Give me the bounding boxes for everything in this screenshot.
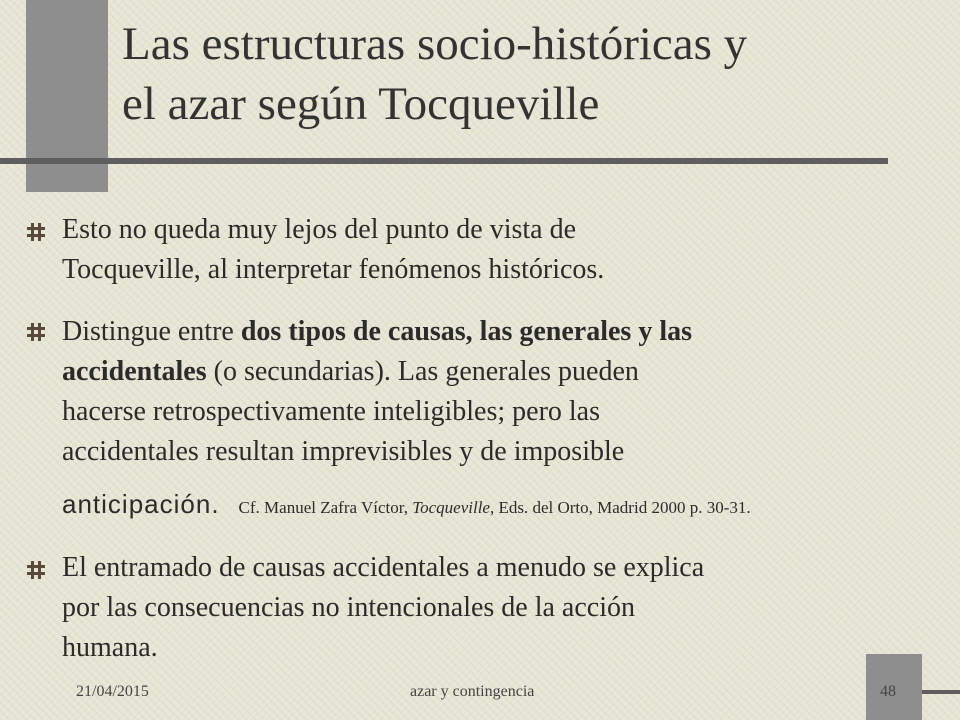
bullet-2-anticipacion: anticipación. — [62, 489, 220, 519]
bullet-2-line-1-bold: dos tipos de causas, las generales y las — [240, 316, 692, 347]
citation-italic: Tocqueville — [412, 498, 490, 517]
citation-post: , Eds. del Orto, Madrid 2000 p. 30-31. — [489, 498, 751, 517]
footer-center-text: azar y contingencia — [410, 683, 535, 700]
bullet-text-1 — [62, 210, 932, 290]
page-number: 48 — [880, 683, 896, 700]
bullet-3-line-3: humana. — [62, 632, 158, 663]
title-line-1: Las estructuras socio-históricas y — [122, 18, 748, 70]
citation-pre: Cf. Manuel Zafra Víctor, — [238, 498, 413, 517]
hash-bullet-icon — [26, 560, 46, 580]
slide-title — [122, 14, 922, 134]
bullet-1-line-1: Esto no queda muy lejos del punto de vista de — [62, 214, 577, 245]
bullet-2-line-2-bold: accidentales — [62, 356, 207, 387]
footer-date: 21/04/2015 — [76, 683, 149, 700]
title-line-2: el azar según Tocqueville — [122, 78, 600, 130]
bullet-2-line-3: hacerse retrospectivamente inteligibles; pero las — [62, 396, 601, 427]
bullet-2-line-2-normal: (o secundarias). Las generales pueden — [206, 356, 639, 387]
bullet-text-3 — [62, 548, 932, 668]
bullet-3-line-2: por las consecuencias no intencionales de la acción — [62, 592, 635, 623]
citation — [239, 498, 751, 517]
bullet-1-line-2: Tocqueville, al interpretar fenómenos históricos. — [62, 254, 605, 285]
hash-bullet-icon — [26, 222, 46, 242]
title-underline — [0, 158, 888, 164]
hash-bullet-icon — [26, 322, 46, 342]
bullet-3-line-1: El entramado de causas accidentales a menudo se explica — [62, 552, 705, 583]
footer-line — [922, 690, 960, 694]
bullet-text-2 — [62, 312, 932, 528]
bullet-2-line-4: accidentales resultan imprevisibles y de imposible — [62, 436, 625, 467]
bullet-2-line-1-normal: Distingue entre — [62, 316, 241, 347]
